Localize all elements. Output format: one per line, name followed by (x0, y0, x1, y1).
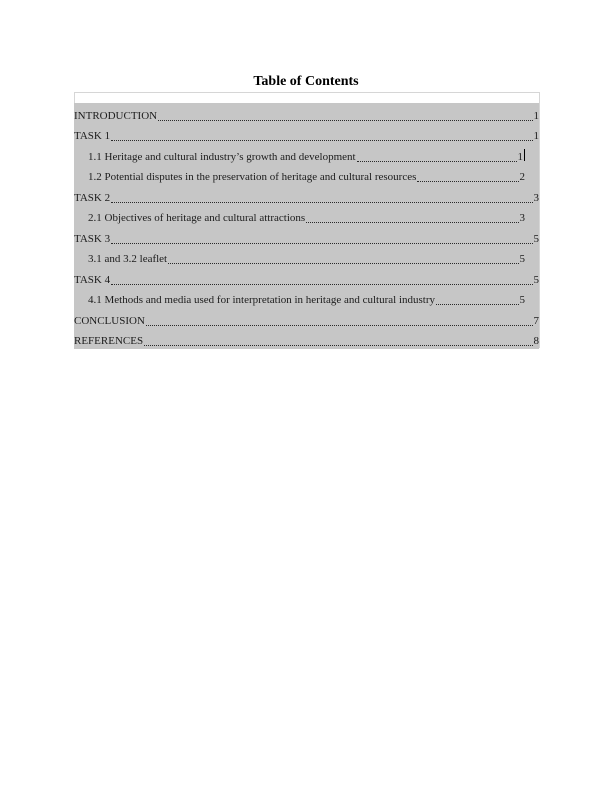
toc-entry-page: 5 (519, 253, 525, 265)
toc-leader-dots (306, 221, 518, 223)
toc-leader-dots (111, 283, 532, 285)
toc-entry-page: 1 (517, 150, 523, 163)
text-cursor (524, 149, 525, 161)
toc-entry-page: 8 (533, 335, 539, 347)
toc-leader-dots (144, 344, 532, 346)
toc-entry-3-1-3-2[interactable] (74, 247, 539, 268)
toc-entry-text: TASK 1 (74, 130, 111, 142)
toc-leader-dots (436, 303, 518, 305)
toc-entry-1-1[interactable] (74, 144, 539, 165)
toc-entry-text: TASK 3 (74, 232, 111, 245)
toc-leader-dots (111, 139, 532, 141)
toc-entry-text: 1.2 Potential disputes in the preservation of heritage and cultural resources (88, 171, 417, 183)
toc-entry-conclusion[interactable] (74, 308, 539, 329)
toc-entry-text: TASK 4 (74, 273, 111, 286)
toc-entry-page: 5 (519, 294, 525, 306)
toc-entry-4-1[interactable] (74, 288, 539, 309)
toc-leader-dots (357, 160, 517, 162)
toc-entry-page: 5 (533, 232, 539, 245)
toc-entry-text: 2.1 Objectives of heritage and cultural attractions (88, 212, 306, 224)
toc-entry-task-3[interactable] (74, 226, 539, 247)
toc-leader-dots (168, 262, 518, 264)
toc-list (74, 103, 539, 349)
toc-entry-text: CONCLUSION (74, 314, 145, 327)
toc-entry-1-2[interactable] (74, 165, 539, 186)
toc-title: Table of Contents (253, 74, 359, 89)
toc-entry-page: 3 (519, 212, 525, 224)
toc-leader-dots (111, 242, 532, 244)
toc-leader-dots (146, 324, 533, 326)
toc-entry-page: 3 (533, 191, 539, 204)
toc-entry-2-1[interactable] (74, 206, 539, 227)
toc-entry-introduction[interactable] (74, 103, 539, 124)
toc-leader-dots (417, 180, 518, 182)
toc-entry-task-1[interactable] (74, 124, 539, 145)
toc-entry-text: REFERENCES (74, 335, 144, 347)
toc-leader-dots (158, 119, 532, 121)
toc-entry-page: 1 (533, 109, 539, 122)
toc-leader-dots (111, 201, 532, 203)
toc-entry-task-2[interactable] (74, 185, 539, 206)
toc-entry-text: TASK 2 (74, 191, 111, 204)
toc-entry-page: 7 (533, 314, 539, 327)
toc-entry-text: 3.1 and 3.2 leaflet (88, 253, 168, 265)
toc-entry-page: 2 (519, 171, 525, 183)
toc-entry-page: 1 (533, 130, 539, 142)
toc-entry-text: 4.1 Methods and media used for interpretation in heritage and cultural industry (88, 294, 436, 306)
toc-entry-text: INTRODUCTION (74, 109, 158, 122)
toc-entry-task-4[interactable] (74, 267, 539, 288)
toc-entry-text: 1.1 Heritage and cultural industry’s growth and development (88, 150, 356, 163)
toc-entry-references[interactable] (74, 329, 539, 350)
toc-entry-page: 5 (533, 273, 539, 286)
